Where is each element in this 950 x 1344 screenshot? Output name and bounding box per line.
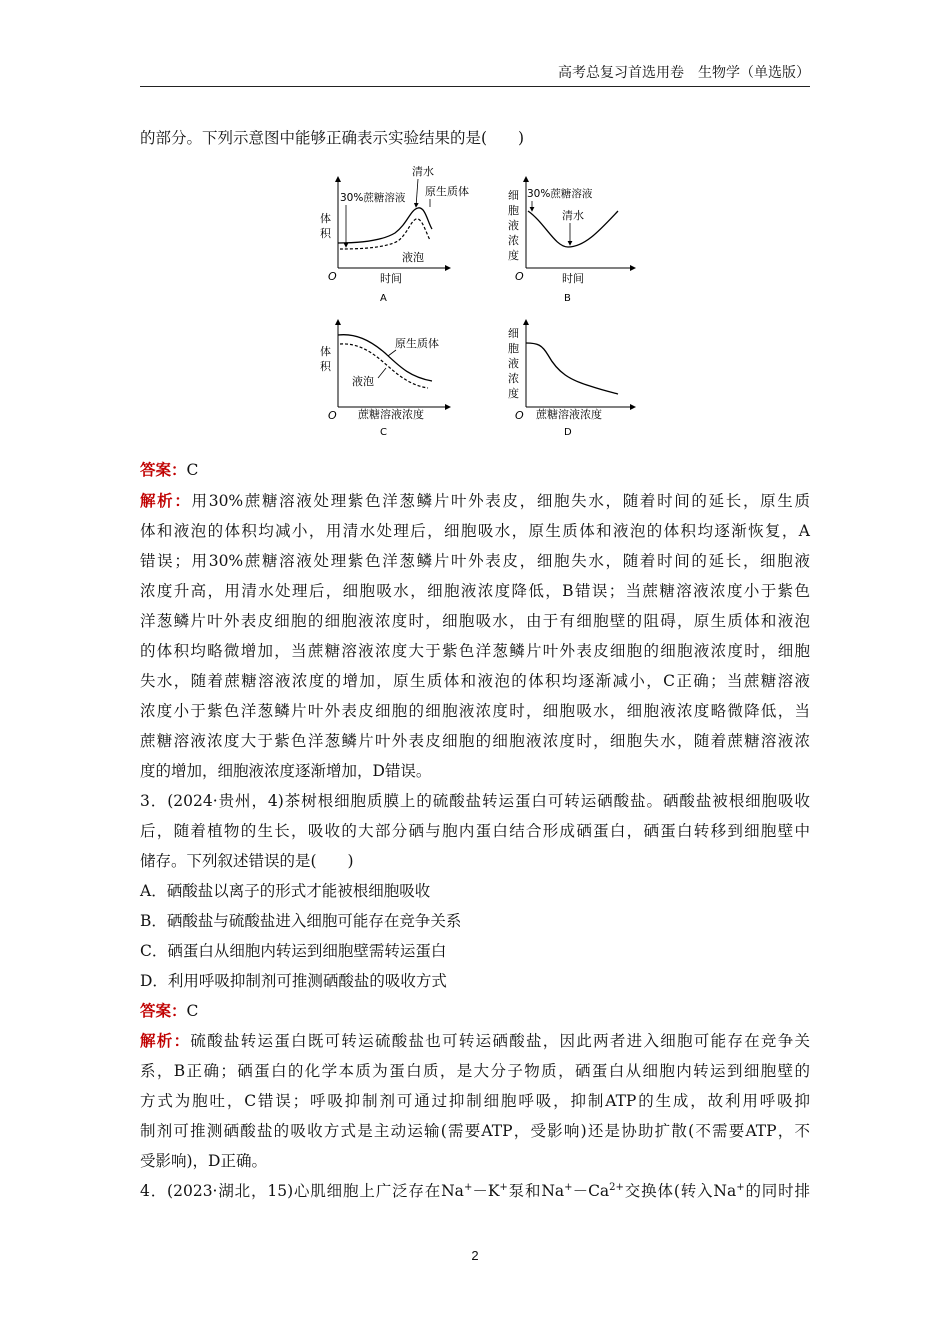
- panel-a-xlabel: 时间: [380, 272, 402, 285]
- q4-text-6: 的同时排: [744, 1182, 811, 1200]
- panel-c-xlabel: 蔗糖溶液浓度: [358, 408, 424, 421]
- q2-answer-value: C: [186, 461, 199, 479]
- panel-a-ann-water: 清水: [412, 165, 434, 178]
- q2-analysis-line: 体和液泡的体积均减小，用清水处理后，细胞吸水，原生质体和液泡的体积均逐渐恢复，A: [140, 522, 810, 540]
- panel-d-ylabel-4: 浓: [508, 372, 519, 385]
- q3-analysis-line: 方式为胞吐，C错误；呼吸抑制剂可通过抑制细胞呼吸，抑制ATP的生成，故利用呼吸抑: [140, 1092, 810, 1110]
- q3-option-a: A．硒酸盐以离子的形式才能被根细胞吸收: [140, 882, 431, 900]
- q2-answer-label: 答案：: [140, 460, 187, 479]
- panel-a-origin: O: [328, 270, 337, 283]
- panel-c-leader-vacuole: [378, 368, 386, 378]
- q4-sup-3: +: [564, 1181, 573, 1193]
- panel-c-label: C: [380, 427, 387, 438]
- q3-analysis-line: 系，B正确；硒蛋白的化学本质为蛋白质，是大分子物质，硒蛋白从细胞内转运到细胞壁的: [140, 1062, 810, 1080]
- q2-analysis-line: 的体积均略微增加，当蔗糖溶液浓度大于紫色洋葱鳞片叶外表皮细胞的细胞液浓度时，细胞: [140, 642, 810, 660]
- q4-sup-5: +: [736, 1181, 745, 1193]
- panel-c: [320, 320, 450, 438]
- panel-c-leader-protoplast: [388, 350, 396, 356]
- q3-answer-value: C: [186, 1002, 199, 1020]
- q4-text-4: －Ca: [572, 1182, 610, 1200]
- panel-a: [320, 164, 469, 304]
- q2-analysis-line: 错误；用30%蔗糖溶液处理紫色洋葱鳞片叶外表皮，细胞失水，随着时间的延长，细胞液: [140, 552, 810, 570]
- panel-c-origin: O: [328, 409, 337, 422]
- panel-a-ann-protoplast: 原生质体: [425, 185, 469, 198]
- q3-answer-line: [140, 1001, 810, 1021]
- q3-analysis-label: 解析：: [140, 1031, 191, 1050]
- header-title: 高考总复习首选用卷 生物学（单选版）: [558, 65, 810, 81]
- q4-text-2: －K: [472, 1182, 500, 1200]
- q2-analysis-line: 浓度升高，用清水处理后，细胞吸水，细胞液浓度降低，B错误；当蔗糖溶液浓度小于紫色: [140, 582, 810, 600]
- panel-b-label: B: [564, 293, 571, 304]
- q3-analysis-line: [140, 1031, 810, 1051]
- q3-stem-line: 储存。下列叙述错误的是( ): [140, 852, 354, 870]
- q3-option-b: B．硒酸盐与硫酸盐进入细胞可能存在竞争关系: [140, 912, 462, 930]
- panel-b-ylabel-1: 细: [508, 189, 519, 202]
- panel-b-xlabel: 时间: [562, 272, 584, 285]
- panel-a-ylabel-2: 积: [320, 227, 331, 240]
- q4-stem-line: [140, 1181, 810, 1201]
- q2-analysis-label: 解析：: [140, 491, 192, 510]
- panel-d-ylabel-2: 胞: [508, 342, 519, 355]
- q2-analysis-line: 蔗糖溶液浓度大于紫色洋葱鳞片叶外表皮细胞的细胞液浓度时，细胞失水，随着蔗糖溶液浓: [140, 732, 810, 750]
- q3-answer-label: 答案：: [140, 1001, 187, 1020]
- q3-analysis-line: 制剂可推测硒酸盐的吸收方式是主动运输(需要ATP，受影响)还是协助扩散(不需要ATP，不: [140, 1122, 810, 1140]
- panel-a-ann-sucrose: 30%蔗糖溶液: [340, 192, 406, 204]
- q4-text-5: 交换体(转入Na: [623, 1182, 737, 1200]
- q4-sup-4: 2+: [609, 1181, 624, 1193]
- q2-analysis-line: 度的增加，细胞液浓度逐渐增加，D错误。: [140, 762, 432, 780]
- intro-line: 的部分。下列示意图中能够正确表示实验结果的是( ): [140, 129, 525, 147]
- panel-a-ann-vacuole: 液泡: [402, 251, 424, 264]
- panel-c-ylabel-2: 积: [320, 360, 331, 373]
- panel-d: [508, 320, 635, 438]
- q2-analysis-text: 用30%蔗糖溶液处理紫色洋葱鳞片叶外表皮，细胞失水，随着时间的延长，原生质: [191, 492, 810, 510]
- q3-analysis-text: 硫酸盐转运蛋白既可转运硫酸盐也可转运硒酸盐，因此两者进入细胞可能存在竞争关: [190, 1032, 810, 1050]
- panel-b-ann-water: 清水: [562, 209, 584, 222]
- q2-analysis-line: 失水，随着蔗糖溶液浓度的增加，原生质体和液泡的体积均逐渐减小，C正确；当蔗糖溶液: [140, 672, 810, 690]
- page-header: [140, 62, 810, 87]
- q3-stem-line: 后，随着植物的生长，吸收的大部分硒与胞内蛋白结合形成硒蛋白，硒蛋白转移到细胞壁中: [140, 822, 810, 840]
- panel-b-ylabel-4: 浓: [508, 234, 519, 247]
- panel-d-ylabel-5: 度: [508, 387, 519, 400]
- panel-d-origin: O: [515, 409, 524, 422]
- q3-option-c: C．硒蛋白从细胞内转运到细胞壁需转运蛋白: [140, 942, 447, 960]
- panel-a-label: A: [380, 293, 387, 304]
- page-number: 2: [471, 1248, 479, 1263]
- panel-b-ann-sucrose: 30%蔗糖溶液: [527, 188, 593, 200]
- panel-c-ann-vacuole: 液泡: [352, 375, 374, 388]
- q4-sup-1: +: [463, 1181, 473, 1193]
- q4-text-1: 4．(2023·湖北，15)心肌细胞上广泛存在Na: [140, 1182, 464, 1200]
- panel-b-ylabel-3: 液: [508, 219, 519, 232]
- panel-c-ylabel-1: 体: [320, 345, 331, 358]
- panel-d-xlabel: 蔗糖溶液浓度: [536, 408, 602, 421]
- panel-a-protoplast-curve: [338, 208, 432, 243]
- q3-stem-line: 3．(2024·贵州，4)茶树根细胞质膜上的硫酸盐转运蛋白可转运硒酸盐。硒酸盐被根细胞吸收: [140, 792, 810, 810]
- panel-d-ylabel-1: 细: [508, 327, 519, 340]
- panel-a-vacuole-curve: [340, 219, 430, 249]
- panel-d-label: D: [564, 427, 572, 438]
- figure-panels: [300, 155, 640, 445]
- panel-d-ylabel-3: 液: [508, 357, 519, 370]
- q4-sup-2: +: [499, 1181, 508, 1193]
- panel-b-ylabel-5: 度: [508, 249, 519, 262]
- q4-text-3: 泵和Na: [507, 1182, 565, 1200]
- panel-b-origin: O: [515, 270, 524, 283]
- q2-analysis-line: [140, 491, 810, 511]
- q3-option-d: D．利用呼吸抑制剂可推测硒酸盐的吸收方式: [140, 972, 447, 990]
- q2-analysis-line: 浓度小于紫色洋葱鳞片叶外表皮细胞的细胞液浓度时，细胞吸水，细胞液浓度略微降低，当: [140, 702, 810, 720]
- panel-a-arrow-water: [416, 179, 418, 207]
- q3-analysis-line: 受影响)，D正确。: [140, 1152, 267, 1170]
- panel-d-curve: [526, 343, 618, 394]
- q2-analysis-line: 洋葱鳞片叶外表皮细胞的细胞液浓度时，细胞吸水，由于有细胞壁的阻碍，原生质体和液泡: [140, 612, 810, 630]
- panel-b: [508, 177, 635, 304]
- panel-b-ylabel-2: 胞: [508, 204, 519, 217]
- figure-svg: [300, 155, 640, 445]
- panel-a-ylabel-1: 体: [320, 212, 331, 225]
- panel-c-ann-protoplast: 原生质体: [395, 337, 439, 350]
- q2-answer-line: [140, 460, 810, 480]
